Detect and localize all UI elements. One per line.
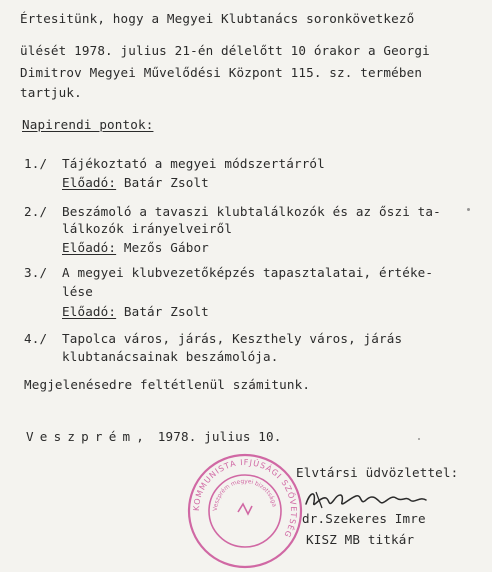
place-date [26, 430, 282, 444]
greeting: Elvtársi üdvözlettel: [296, 465, 459, 480]
ink-speck [418, 438, 420, 440]
agenda-item-4-title-line-1: Tapolca város, járás, Keszthely város, járás [62, 331, 403, 346]
agenda-item-4-title-line-2: klubtanácsainak beszámolója. [62, 349, 279, 364]
date: 1978. julius 10. [157, 429, 282, 444]
intro-line-1: Értesitünk, hogy a Megyei Klubtanács soronkövetkező [20, 11, 415, 26]
agenda-item-2-title-line-2: lálkozók irányelveiről [62, 221, 233, 236]
agenda-heading: Napirendi pontok: [22, 117, 154, 132]
official-stamp [186, 452, 304, 570]
agenda-item-3-presenter [62, 305, 209, 319]
closing-sentence: Megjelenésedre feltétlenül számitunk. [24, 377, 311, 392]
signer-name: dr.Szekeres Imre [302, 511, 426, 526]
agenda-item-1-number: 1./ [24, 156, 48, 171]
agenda-item-3-number: 3./ [24, 265, 48, 280]
signer-title: KISZ MB titkár [306, 532, 415, 547]
handwritten-signature [300, 484, 440, 514]
agenda-item-3-title-line-1: A megyei klubvezetőképzés tapasztalatai, értéke- [62, 265, 434, 280]
presenter-name: Batár Zsolt [123, 175, 209, 190]
agenda-item-1-title: Tájékoztató a megyei módszertárról [62, 156, 325, 171]
intro-line-4: tartjuk. [20, 85, 82, 100]
presenter-label: Előadó: [62, 175, 117, 190]
stamp-outer-text: KOMMUNISTA IFJÚSÁGI SZÖVETSÉG [191, 457, 299, 540]
stamp-inner-text: Veszprém megyei bizottsága [212, 478, 277, 512]
presenter-label: Előadó: [62, 304, 117, 319]
agenda-item-3-title-line-2: lése [62, 284, 93, 299]
agenda-item-2-number: 2./ [24, 204, 48, 219]
presenter-label: Előadó: [62, 240, 117, 255]
intro-line-2: ülését 1978. julius 21-én délelőtt 10 órakor a Georgi [20, 43, 430, 58]
agenda-item-2-presenter [62, 241, 209, 255]
agenda-item-4-number: 4./ [24, 331, 48, 346]
presenter-name: Batár Zsolt [123, 304, 209, 319]
agenda-item-1-presenter [62, 176, 209, 190]
ink-speck [467, 208, 470, 211]
place: Veszprém, [26, 429, 151, 444]
intro-line-3: Dimitrov Megyei Művelődési Központ 115. sz. termében [20, 65, 423, 80]
agenda-item-2-title-line-1: Beszámoló a tavaszi klubtalálkozók és az őszi ta- [62, 204, 441, 219]
presenter-name: Mezős Gábor [123, 240, 209, 255]
